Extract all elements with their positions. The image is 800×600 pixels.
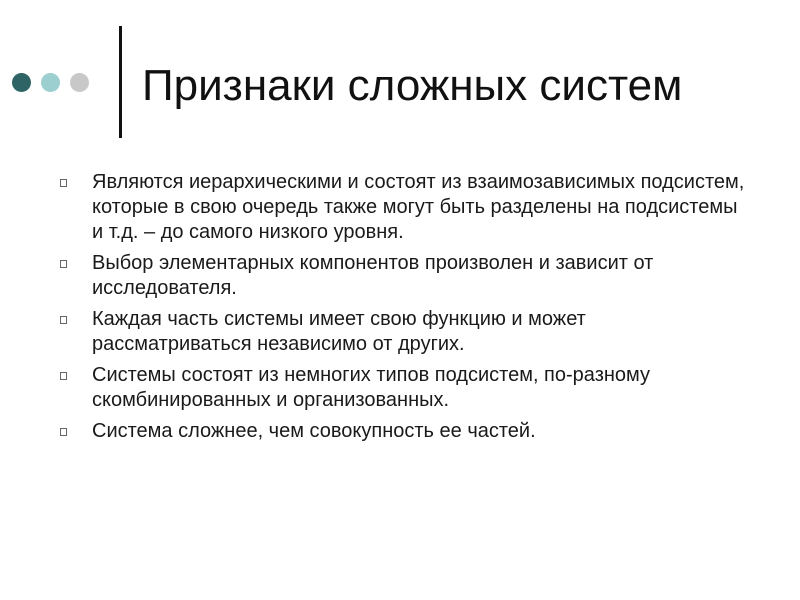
bullet-marker-icon [60,372,67,380]
bullet-marker-icon [60,260,67,268]
dark-teal-dot [12,73,31,92]
light-teal-dot [41,73,60,92]
bullet-item [56,307,746,357]
bullet-list [56,170,746,450]
slide-title: Признаки сложных систем [142,61,683,110]
bullet-item [56,251,746,301]
decorative-dots [12,73,89,92]
bullet-item [56,170,746,245]
bullet-text: Являются иерархическими и состоят из взаимозависимых подсистем, которые в свою очередь также могут быть разделены на подсистемы и т.д. – до самого низкого уровня. [92,171,745,243]
bullet-text: Система сложнее, чем совокупность ее частей. [92,420,536,442]
bullet-marker-icon [60,428,67,436]
bullet-marker-icon [60,179,67,187]
bullet-text: Каждая часть системы имеет свою функцию и может рассматриваться независимо от других. [92,308,586,355]
gray-dot [70,73,89,92]
title-divider [119,26,122,138]
bullet-item [56,363,746,413]
bullet-marker-icon [60,316,67,324]
bullet-item [56,419,746,444]
bullet-text: Выбор элементарных компонентов произволен и зависит от исследователя. [92,252,654,299]
bullet-text: Системы состоят из немногих типов подсистем, по-разному скомбинированных и организованных. [92,364,651,411]
